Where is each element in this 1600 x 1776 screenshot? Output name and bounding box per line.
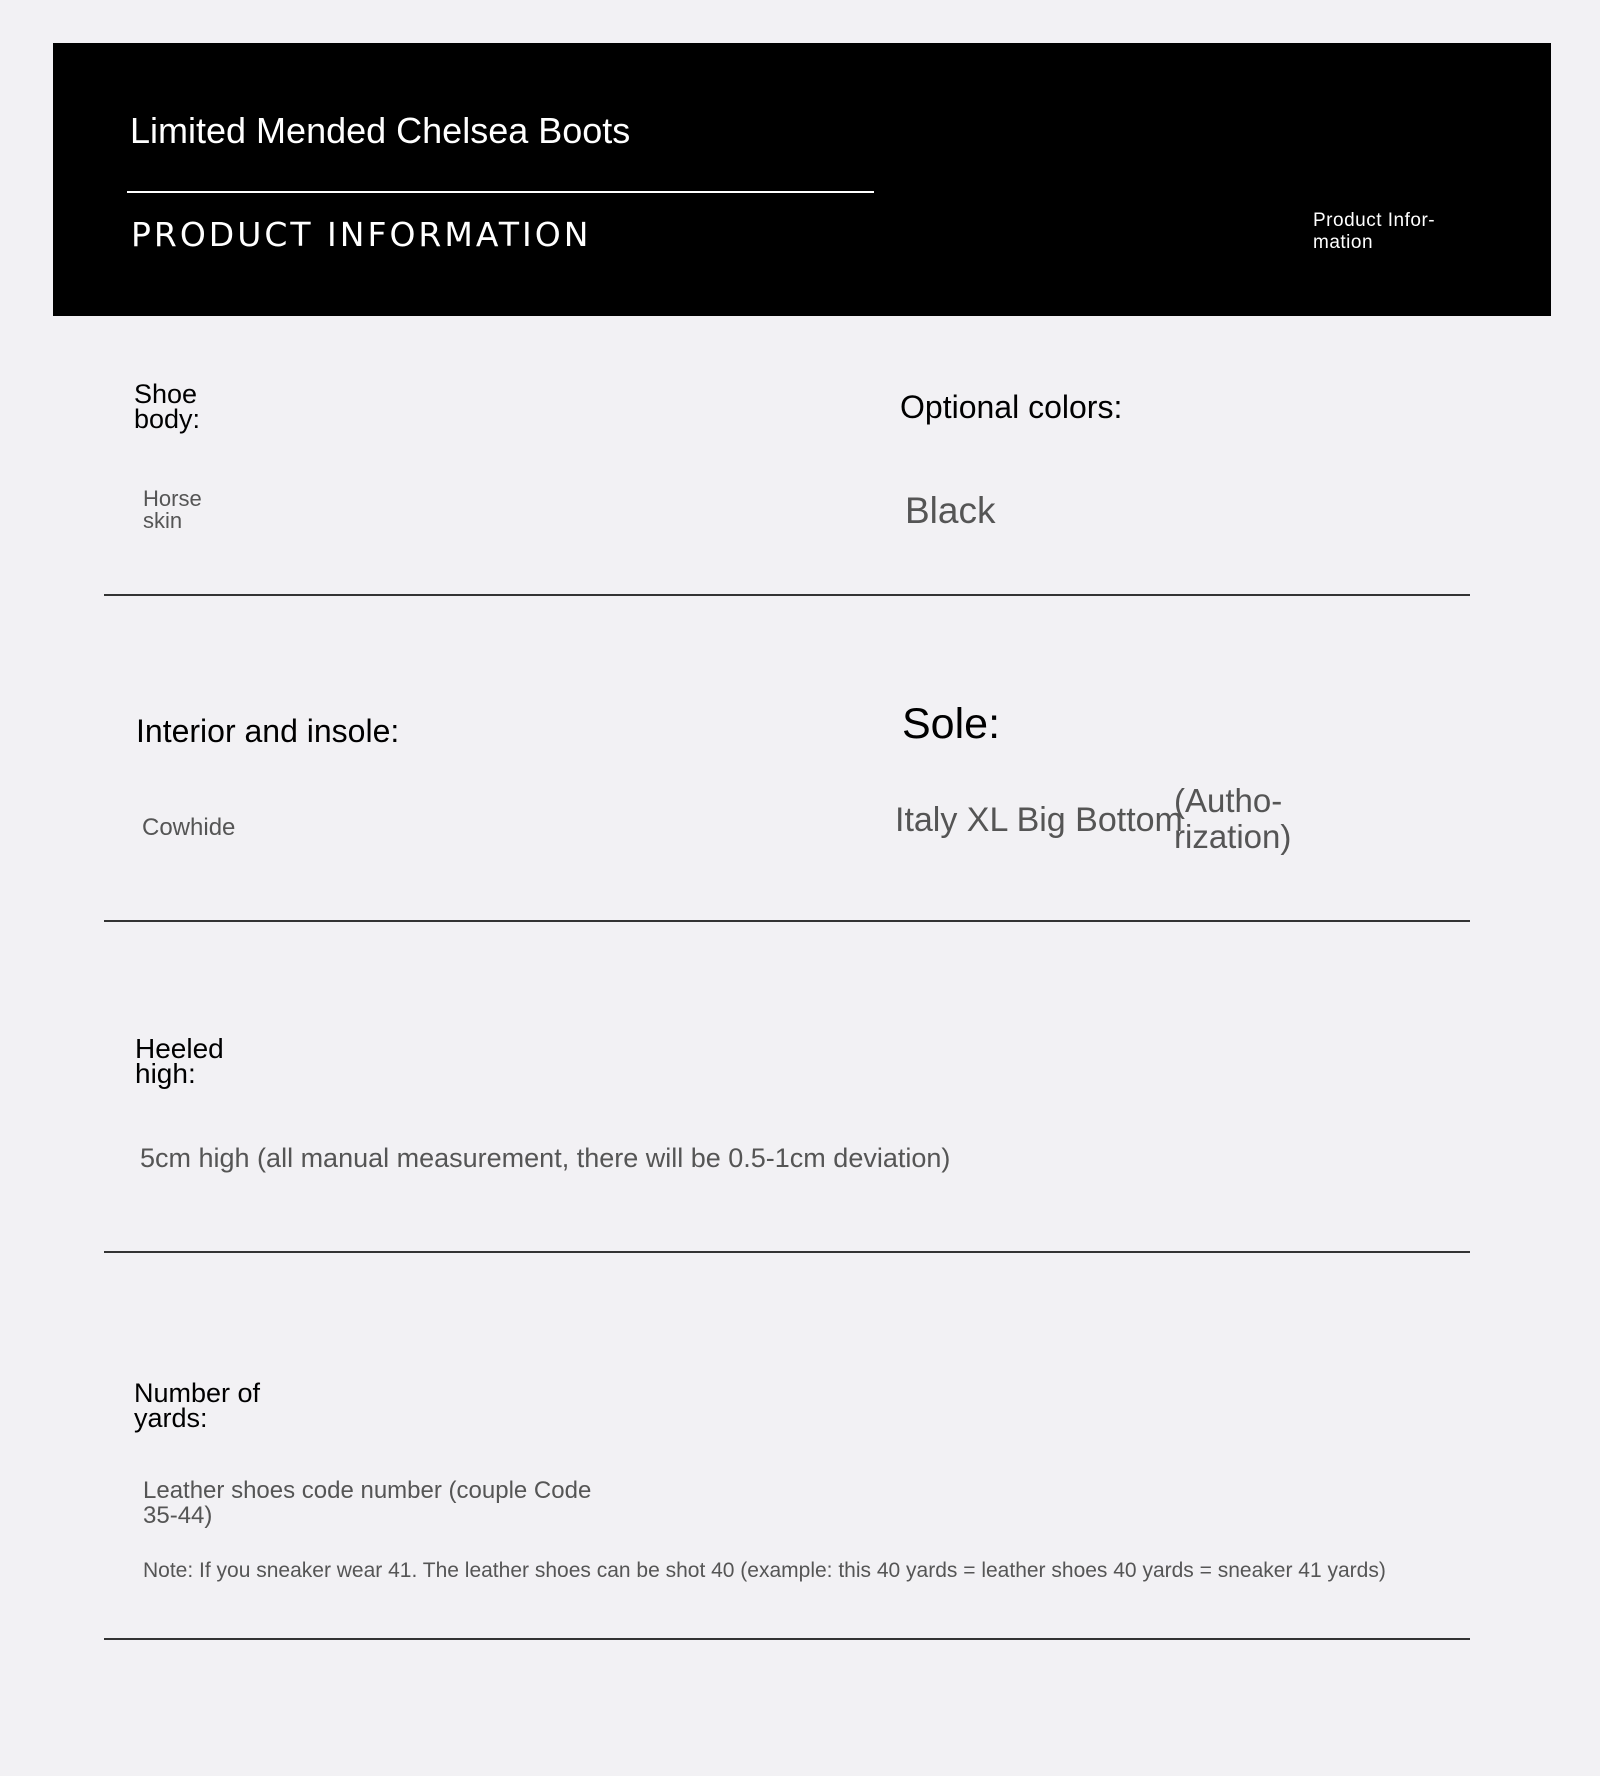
heel-height-label bbox=[135, 1033, 224, 1089]
header-divider bbox=[127, 191, 874, 193]
sizes-label bbox=[134, 1378, 261, 1433]
sizes-note: Note: If you sneaker wear 41. The leather shoes can be shot 40 (example: this 40 yards = leather shoes 40 yards = sneaker 41 yards) bbox=[143, 1559, 1386, 1582]
sole-note bbox=[1174, 783, 1291, 855]
value-line: Horse bbox=[143, 486, 202, 511]
section-divider bbox=[104, 594, 1470, 596]
sole-note-line: rization) bbox=[1174, 818, 1292, 855]
interior-value: Cowhide bbox=[142, 814, 236, 841]
side-label-line: Product Infor- bbox=[1313, 210, 1436, 231]
sole-label: Sole: bbox=[902, 700, 1001, 748]
label-line: Number of bbox=[134, 1378, 261, 1408]
label-line: yards: bbox=[134, 1403, 208, 1433]
product-header bbox=[53, 43, 1551, 316]
shoe-body-value bbox=[143, 488, 202, 532]
section-divider bbox=[104, 1638, 1470, 1640]
product-title: Limited Mended Chelsea Boots bbox=[130, 110, 631, 151]
side-label-line: mation bbox=[1313, 232, 1374, 253]
sole-value: Italy XL Big Bottom bbox=[895, 801, 1183, 839]
sizes-value bbox=[143, 1478, 591, 1528]
value-line: 35-44) bbox=[143, 1502, 213, 1529]
section-heading: PRODUCT INFORMATION bbox=[131, 215, 592, 254]
label-line: high: bbox=[135, 1058, 196, 1089]
label-line: Shoe bbox=[134, 379, 198, 409]
label-line: Heeled bbox=[135, 1033, 224, 1064]
section-side-label bbox=[1313, 210, 1453, 254]
interior-label: Interior and insole: bbox=[136, 713, 400, 749]
label-line: body: bbox=[134, 404, 201, 434]
value-line: skin bbox=[143, 508, 183, 533]
value-line: Leather shoes code number (couple Code bbox=[143, 1477, 592, 1504]
section-divider bbox=[104, 1251, 1470, 1253]
optional-colors-label: Optional colors: bbox=[900, 389, 1123, 425]
shoe-body-label bbox=[134, 379, 201, 434]
sole-note-line: (Autho- bbox=[1174, 782, 1283, 819]
optional-colors-value: Black bbox=[905, 490, 996, 531]
heel-height-value: 5cm high (all manual measurement, there will be 0.5-1cm deviation) bbox=[140, 1143, 951, 1173]
section-divider bbox=[104, 920, 1470, 922]
